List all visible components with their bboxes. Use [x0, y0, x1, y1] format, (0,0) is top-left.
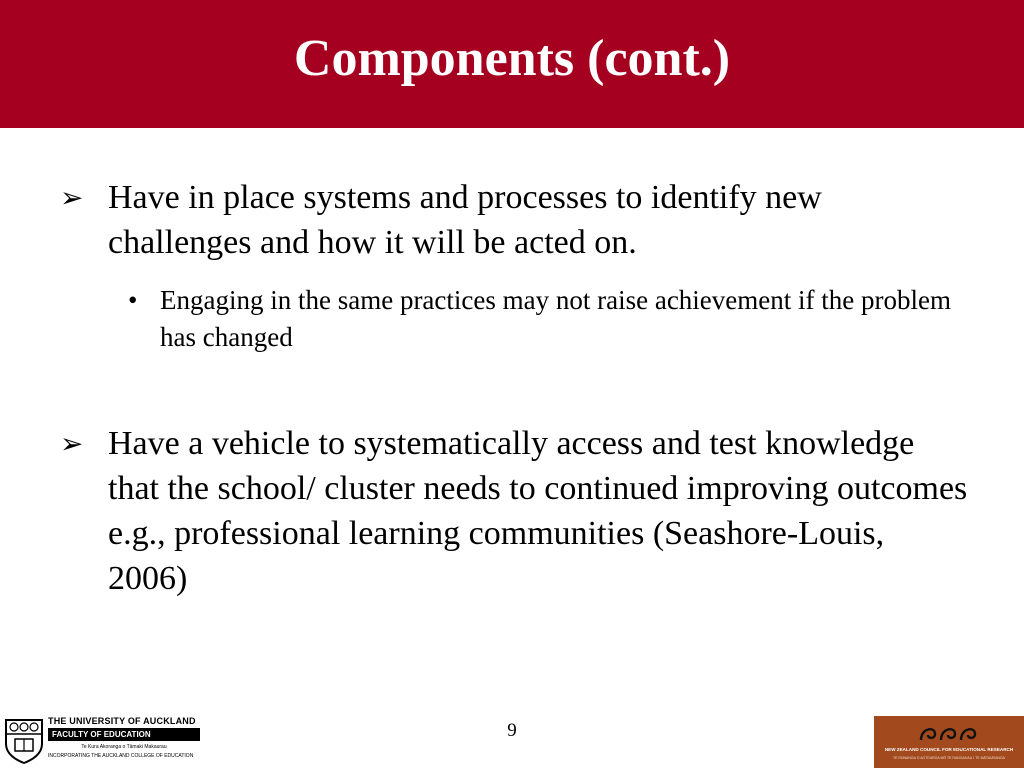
sub-bullet-item — [128, 282, 968, 356]
university-incorporating-text: INCORPORATING THE AUCKLAND COLLEGE OF EDUCATION — [48, 753, 194, 759]
page-number: 9 — [507, 720, 517, 741]
koru-swirl-icon — [918, 722, 980, 744]
dot-bullet-icon: • — [128, 285, 138, 315]
university-maori-name: Te Kura Akoranga o Tāmaki Makaurau — [81, 744, 167, 750]
sub-bullet-text: Engaging in the same practices may not raise achievement if the problem has changed — [160, 285, 951, 352]
bullet-item-1 — [60, 175, 970, 265]
arrow-bullet-icon: ➢ — [60, 181, 84, 214]
slide-title: Components (cont.) — [293, 29, 731, 87]
bullet-text: Have in place systems and processes to identify new challenges and how it will be acted on. — [108, 179, 822, 261]
university-name: THE UNIVERSITY OF AUCKLAND — [48, 716, 196, 726]
university-logo — [4, 716, 200, 766]
university-crest-icon — [4, 718, 44, 764]
nzcer-maori-name: TE RŪNANGA O AOTEAROA MŌ TE RANGAHAU I TE MĀTAURANGA — [892, 756, 1006, 760]
nzcer-logo — [874, 716, 1024, 768]
arrow-bullet-icon: ➢ — [60, 427, 84, 460]
bullet-text: Have a vehicle to systematically access and test knowledge that the school/ cluster needs to continued improving outcomes e.g., professional learning communities (Seashore-Louis, 2006) — [108, 425, 968, 597]
nzcer-name: NEW ZEALAND COUNCIL FOR EDUCATIONAL RESEARCH — [884, 747, 1014, 752]
bullet-item-2 — [60, 421, 970, 601]
faculty-name: FACULTY OF EDUCATION — [48, 728, 200, 741]
